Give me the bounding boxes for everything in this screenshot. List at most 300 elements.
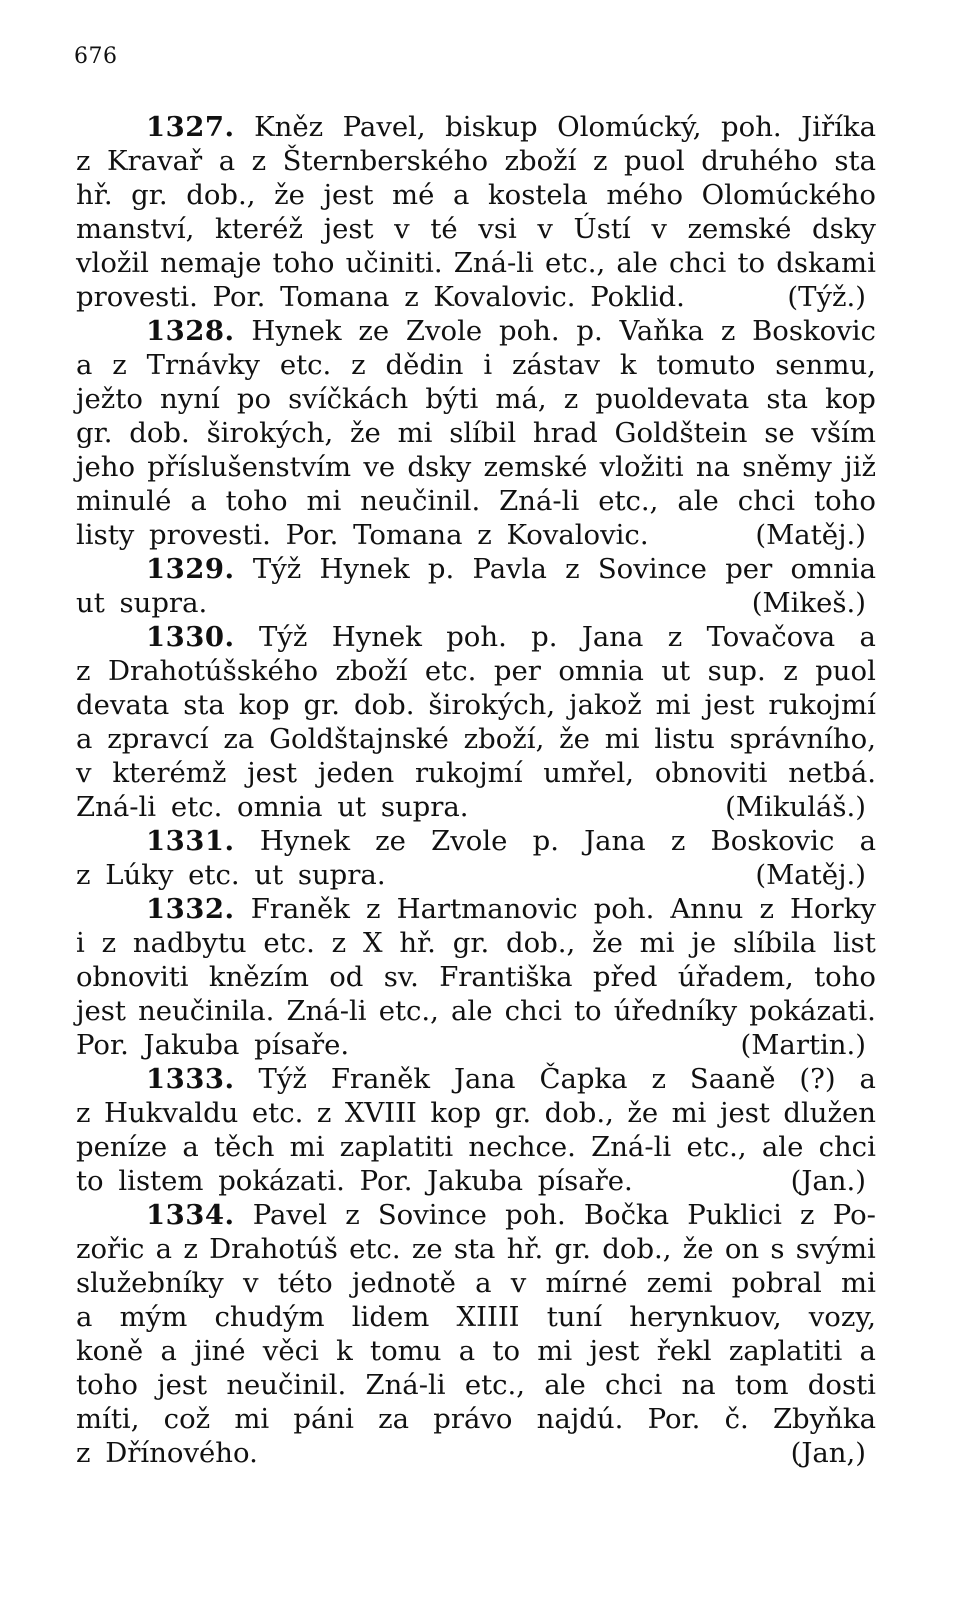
word: z: [670, 825, 686, 857]
word: dob.: [129, 417, 190, 449]
word: sta: [453, 1233, 496, 1265]
word: ale: [616, 247, 658, 279]
word: rukojmí: [768, 689, 876, 721]
word: Pavel: [252, 1199, 328, 1231]
word: z: [251, 145, 267, 177]
word: X: [362, 927, 383, 959]
word: Po-: [832, 1199, 876, 1231]
text-line: [76, 722, 876, 756]
word: zboží: [335, 655, 408, 687]
word: z: [667, 621, 683, 653]
word: dob.: [353, 689, 415, 721]
word: v: [242, 1267, 259, 1299]
word: i: [483, 349, 493, 381]
word: mého: [606, 179, 684, 211]
word: že: [627, 1097, 659, 1129]
word: mírné: [545, 1267, 628, 1299]
text-line: [76, 1402, 876, 1436]
word: jest: [719, 1097, 770, 1129]
word: zaplatiti: [728, 1335, 843, 1367]
word: jeho: [76, 451, 136, 483]
word: zemi: [646, 1267, 713, 1299]
word: sta: [766, 383, 808, 415]
word: mi: [604, 723, 640, 755]
word: Jana: [454, 1063, 516, 1095]
word: sup.: [707, 655, 766, 687]
word: z: [76, 145, 91, 177]
word: zboží: [504, 145, 577, 177]
text-line: [76, 1062, 876, 1096]
word: Zná-li: [591, 1131, 672, 1163]
word: nechce.: [468, 1131, 576, 1163]
entry-number: 1327.: [146, 111, 235, 143]
text-line: [76, 994, 876, 1028]
word: jeden: [317, 757, 395, 789]
text-line: [76, 314, 876, 348]
text-line: [76, 552, 876, 586]
word: Zvole: [431, 825, 508, 857]
word: etc.: [263, 927, 315, 959]
line-text: listy provesti. Por. Tomana z Kovalovic.: [76, 519, 649, 551]
word: mi: [655, 689, 691, 721]
word: správního,: [729, 723, 876, 755]
word: ze: [411, 1233, 443, 1265]
word: Olomúckého: [701, 179, 876, 211]
word: i: [76, 927, 85, 959]
scribe-signature: (Matěj.): [755, 519, 866, 551]
line-text: Zná-li etc. omnia ut supra.: [76, 791, 469, 823]
text-line: [76, 518, 876, 552]
word: Annu: [670, 893, 744, 925]
word: toho: [814, 961, 876, 993]
word: to: [492, 1335, 521, 1367]
word: z: [800, 1199, 815, 1231]
text-line: [76, 1266, 876, 1300]
word: Hynek: [251, 315, 342, 347]
word: v: [537, 213, 553, 245]
word: Boskovic: [752, 315, 876, 347]
word: chudým: [214, 1301, 325, 1333]
word: a: [160, 1335, 177, 1367]
word: poh.: [593, 893, 655, 925]
word: mi: [397, 417, 433, 449]
word: Hynek: [319, 553, 410, 585]
word: per: [725, 553, 773, 585]
word: se: [764, 417, 795, 449]
word: Franěk: [330, 1063, 431, 1095]
word: kteréž: [215, 213, 303, 245]
word: za: [378, 1403, 410, 1435]
scribe-signature: (Mikeš.): [751, 587, 866, 619]
word: a: [155, 1233, 173, 1265]
word: poh.: [505, 1199, 566, 1231]
word: Zná-li: [499, 485, 580, 517]
word: těch: [214, 1131, 275, 1163]
word: nemaje: [160, 247, 262, 279]
word: to: [737, 247, 766, 279]
entry-number: 1333.: [146, 1063, 235, 1095]
word: chci: [669, 247, 727, 279]
text-line: [76, 1300, 876, 1334]
word: Jiříka: [801, 111, 876, 143]
text-line: [76, 348, 876, 382]
word: ve: [363, 451, 396, 483]
word: a: [218, 145, 236, 177]
word: toho: [272, 247, 335, 279]
word: tomu: [370, 1335, 442, 1367]
word: a: [859, 1063, 876, 1095]
line-text: z Dřínového.: [76, 1437, 258, 1469]
word: etc.,: [598, 485, 659, 517]
word: s: [770, 1233, 785, 1265]
word: Jana: [581, 621, 644, 653]
scribe-signature: (Mikuláš.): [725, 791, 866, 823]
word: Tovačova: [706, 621, 836, 653]
word: p.: [576, 315, 603, 347]
word: kop: [825, 383, 876, 415]
text-line: [76, 280, 876, 314]
word: je: [691, 927, 717, 959]
word: kop: [430, 1097, 482, 1129]
word: herynkuov,: [629, 1301, 782, 1333]
word: mi: [289, 1131, 325, 1163]
word: Týž: [258, 621, 308, 653]
word: pokázati.: [749, 995, 876, 1027]
word: z: [331, 927, 347, 959]
word: té: [430, 213, 458, 245]
word: po: [236, 383, 272, 415]
word: Goldštajnské: [269, 723, 449, 755]
word: poh.: [446, 621, 507, 653]
text-line: [76, 246, 876, 280]
word: najdú.: [536, 1403, 624, 1435]
word: Hukvaldu: [103, 1097, 239, 1129]
word: Puklici: [687, 1199, 782, 1231]
word: pobral: [731, 1267, 822, 1299]
word: chci: [737, 485, 796, 517]
word: této: [277, 1267, 333, 1299]
word: jest: [76, 995, 126, 1027]
word: lidem: [351, 1301, 430, 1333]
word: z: [565, 553, 580, 585]
word: neučinil.: [360, 485, 481, 517]
word: sněmy: [742, 451, 832, 483]
word: zemské: [483, 451, 588, 483]
text-line: [76, 926, 876, 960]
word: příslušenstvím: [147, 451, 352, 483]
word: na: [695, 451, 730, 483]
word: a: [190, 485, 207, 517]
text-line: [76, 1232, 876, 1266]
word: devata: [76, 689, 170, 721]
text-line: [76, 416, 876, 450]
word: Franěk: [250, 893, 350, 925]
word: širokých,: [206, 417, 334, 449]
word: Hynek: [331, 621, 422, 653]
word: toho: [814, 485, 876, 517]
word: sv.: [383, 961, 419, 993]
word: Drahotúš: [209, 1233, 338, 1265]
word: mým: [119, 1301, 188, 1333]
word: etc.: [279, 349, 332, 381]
word: Por.: [647, 1403, 701, 1435]
word: p.: [531, 621, 558, 653]
word: dskami: [776, 247, 876, 279]
word: a: [76, 349, 93, 381]
line-text: Por. Jakuba písaře.: [76, 1029, 350, 1061]
word: jest: [323, 213, 374, 245]
word: jest: [704, 689, 755, 721]
word: koně: [76, 1335, 144, 1367]
word: širokých,: [428, 689, 556, 721]
line-text: provesti. Por. Tomana z Kovalovic. Poklid.: [76, 281, 685, 313]
word: z: [76, 1097, 91, 1129]
word: jest: [247, 757, 298, 789]
word: p.: [532, 825, 559, 857]
word: Zná-li: [286, 995, 367, 1027]
word: kostela: [487, 179, 588, 211]
word: svými: [795, 1233, 876, 1265]
word: ut: [661, 655, 691, 687]
word: již: [844, 451, 876, 483]
word: Týž: [252, 553, 302, 585]
word: Sovince: [377, 1199, 487, 1231]
word: Drahotúšského: [107, 655, 319, 687]
text-line: [76, 586, 876, 620]
word: Šternberského: [282, 145, 489, 177]
word: gr.: [452, 927, 490, 959]
text-line: [76, 620, 876, 654]
word: etc.: [251, 1097, 304, 1129]
word: netbá.: [788, 757, 876, 789]
word: chci: [818, 1131, 876, 1163]
word: sta: [834, 145, 876, 177]
text-line: [76, 688, 876, 722]
word: k: [619, 349, 637, 381]
word: z: [345, 1199, 360, 1231]
word: nyní: [160, 383, 220, 415]
word: dob.,: [506, 927, 576, 959]
word: Saaně: [689, 1063, 776, 1095]
text-line: [76, 892, 876, 926]
word: hř.: [399, 927, 436, 959]
word: v: [651, 213, 667, 245]
word: zořic: [76, 1233, 145, 1265]
word: a: [458, 1335, 476, 1367]
word: mi: [306, 485, 342, 517]
word: list: [833, 927, 876, 959]
word: dosti: [807, 1369, 876, 1401]
word: etc.,: [545, 247, 606, 279]
word: z: [76, 655, 91, 687]
word: jiné: [194, 1335, 246, 1367]
scribe-signature: (Jan.): [790, 1165, 866, 1197]
word: k: [336, 1335, 353, 1367]
word: neučinila.: [138, 995, 275, 1027]
word: neučinil.: [226, 1369, 347, 1401]
text-line: [76, 178, 876, 212]
word: Zvole: [405, 315, 483, 347]
word: zemské: [687, 213, 792, 245]
word: ale: [544, 1369, 586, 1401]
word: senmu,: [775, 349, 876, 381]
word: hř.: [76, 179, 113, 211]
word: biskup: [445, 111, 538, 143]
word: poh.: [721, 111, 782, 143]
word: gr.: [76, 417, 113, 449]
word: a: [452, 179, 470, 211]
word: v: [76, 757, 92, 789]
text-line: [76, 790, 876, 824]
word: vložil: [76, 247, 149, 279]
word: a: [859, 621, 876, 653]
word: manství,: [76, 213, 195, 245]
text-line: [76, 450, 876, 484]
word: puoldevata: [595, 383, 750, 415]
word: dob.,: [602, 1233, 672, 1265]
text-line: [76, 960, 876, 994]
word: z: [101, 927, 117, 959]
word: ze: [358, 315, 390, 347]
word: Jana: [584, 825, 646, 857]
text-line: [76, 110, 876, 144]
word: svíčkách: [288, 383, 409, 415]
word: mi: [639, 927, 675, 959]
word: tuní: [546, 1301, 603, 1333]
word: z: [112, 349, 127, 381]
word: mi: [537, 1335, 573, 1367]
word: mé: [392, 179, 435, 211]
word: vším: [811, 417, 876, 449]
word: on: [724, 1233, 760, 1265]
word: Trnávky: [146, 349, 260, 381]
word: že: [274, 179, 305, 211]
word: dědin: [385, 349, 464, 381]
entry-number: 1332.: [146, 893, 235, 925]
word: učiniti.: [345, 247, 443, 279]
word: minulé: [76, 485, 172, 517]
word: služebníky: [76, 1267, 224, 1299]
word: etc.: [349, 1233, 401, 1265]
text-line: [76, 1096, 876, 1130]
word: Pavel,: [342, 111, 426, 143]
word: jest: [323, 179, 374, 211]
word: tomuto: [656, 349, 756, 381]
text-line: [76, 1130, 876, 1164]
text-line: [76, 756, 876, 790]
word: chci: [504, 995, 562, 1027]
word: mi: [841, 1267, 876, 1299]
word: dsky: [812, 213, 876, 245]
word: ježto: [76, 383, 143, 415]
word: řekl: [656, 1335, 712, 1367]
word: chci: [604, 1369, 663, 1401]
word: že: [559, 723, 590, 755]
word: zpravcí: [107, 723, 209, 755]
word: druhého: [701, 145, 818, 177]
text-line: [76, 382, 876, 416]
word: od: [329, 961, 364, 993]
text-line: [76, 1164, 876, 1198]
word: slíbil: [449, 417, 517, 449]
word: z: [720, 315, 736, 347]
word: že: [592, 927, 623, 959]
word: peníze: [76, 1131, 168, 1163]
word: toho: [76, 1369, 138, 1401]
word: Olomúcký,: [557, 111, 702, 143]
word: Bočka: [583, 1199, 670, 1231]
line-text: to listem pokázati. Por. Jakuba písaře.: [76, 1165, 633, 1197]
word: a: [859, 1335, 876, 1367]
word: XIIII: [456, 1301, 520, 1333]
line-text: z Lúky etc. ut supra.: [76, 859, 386, 891]
word: jest: [589, 1335, 640, 1367]
word: z: [651, 1063, 666, 1095]
word: dlužen: [783, 1097, 876, 1129]
word: dsky: [407, 451, 472, 483]
word: etc.,: [686, 1131, 747, 1163]
word: ze: [375, 825, 406, 857]
word: etc.: [424, 655, 477, 687]
word: omnia: [558, 655, 644, 687]
word: hř.: [506, 1233, 544, 1265]
word: Hartmanovic: [396, 893, 578, 925]
word: věci: [262, 1335, 319, 1367]
word: XVIII: [344, 1097, 417, 1129]
word: gr.: [494, 1097, 532, 1129]
text-line: [76, 484, 876, 518]
word: obnoviti: [654, 757, 768, 789]
entry-number: 1334.: [146, 1199, 235, 1231]
word: v: [510, 1267, 527, 1299]
body-text: [76, 110, 876, 1470]
text-line: [76, 654, 876, 688]
word: vozy,: [808, 1301, 876, 1333]
word: býti: [425, 383, 479, 415]
word: Zbyňka: [772, 1403, 876, 1435]
word: jakož: [569, 689, 642, 721]
word: p.: [427, 553, 455, 585]
word: listu: [654, 723, 715, 755]
text-line: [76, 1028, 876, 1062]
entry-number: 1329.: [146, 553, 235, 585]
word: per: [493, 655, 541, 687]
word: puol: [624, 145, 685, 177]
text-line: [76, 1436, 876, 1470]
word: že: [682, 1233, 714, 1265]
word: za: [223, 723, 255, 755]
word: Vaňka: [619, 315, 705, 347]
word: má,: [495, 383, 547, 415]
word: z: [563, 383, 579, 415]
word: vložiti: [599, 451, 684, 483]
word: slíbila: [732, 927, 817, 959]
word: Čapka: [539, 1063, 628, 1095]
word: tom: [734, 1369, 789, 1401]
word: a: [76, 1301, 93, 1333]
word: míti,: [76, 1403, 140, 1435]
word: páni: [293, 1403, 354, 1435]
word: mi: [234, 1403, 270, 1435]
word: kterémž: [112, 757, 227, 789]
text-line: [76, 1368, 876, 1402]
word: sta: [183, 689, 225, 721]
word: Goldštein: [614, 417, 748, 449]
word: zboží,: [463, 723, 545, 755]
word: v: [394, 213, 410, 245]
word: Zná-li: [453, 247, 534, 279]
word: ale: [451, 995, 493, 1027]
